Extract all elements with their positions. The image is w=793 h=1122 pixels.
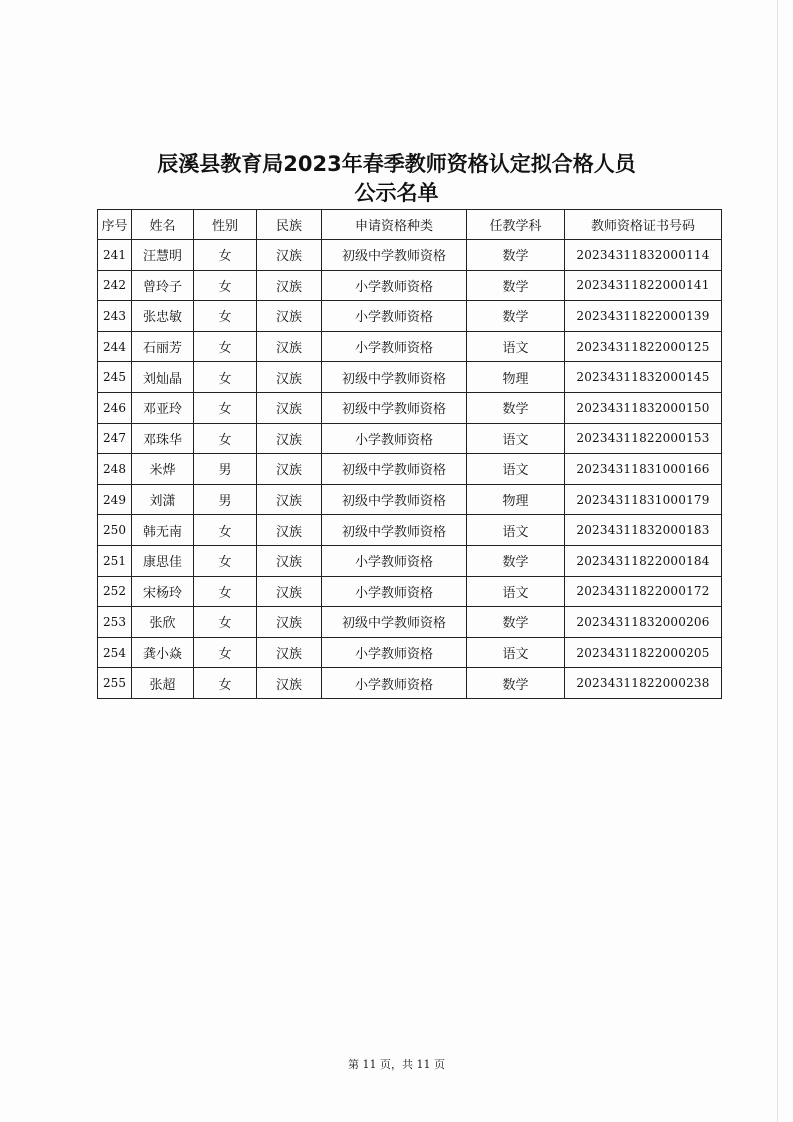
cell-subject: 语文 <box>467 576 565 607</box>
cell-certificate-number: 20234311822000184 <box>565 545 722 576</box>
cell-qualification-type: 小学教师资格 <box>322 576 467 607</box>
table-row <box>98 484 722 515</box>
cell-certificate-number: 20234311822000141 <box>565 270 722 301</box>
cell-seq: 245 <box>98 362 132 393</box>
cell-subject: 物理 <box>467 362 565 393</box>
cell-certificate-number: 20234311822000153 <box>565 423 722 454</box>
cell-name: 石丽芳 <box>132 331 194 362</box>
cell-certificate-number: 20234311832000183 <box>565 515 722 546</box>
header-qualification-type: 申请资格种类 <box>322 210 467 240</box>
cell-gender: 女 <box>194 423 257 454</box>
cell-subject: 数学 <box>467 240 565 271</box>
cell-seq: 247 <box>98 423 132 454</box>
cell-certificate-number: 20234311822000205 <box>565 637 722 668</box>
cell-name: 龚小焱 <box>132 637 194 668</box>
cell-gender: 女 <box>194 607 257 638</box>
cell-ethnicity: 汉族 <box>257 362 322 393</box>
cell-gender: 女 <box>194 545 257 576</box>
cell-qualification-type: 初级中学教师资格 <box>322 362 467 393</box>
cell-name: 汪慧明 <box>132 240 194 271</box>
cell-qualification-type: 小学教师资格 <box>322 270 467 301</box>
cell-certificate-number: 20234311832000206 <box>565 607 722 638</box>
cell-seq: 246 <box>98 392 132 423</box>
cell-qualification-type: 初级中学教师资格 <box>322 392 467 423</box>
cell-seq: 254 <box>98 637 132 668</box>
cell-name: 张超 <box>132 668 194 699</box>
cell-name: 曾玲子 <box>132 270 194 301</box>
cell-seq: 250 <box>98 515 132 546</box>
header-name: 姓名 <box>132 210 194 240</box>
cell-gender: 男 <box>194 454 257 485</box>
cell-name: 宋杨玲 <box>132 576 194 607</box>
table-row <box>98 545 722 576</box>
cell-gender: 女 <box>194 301 257 332</box>
cell-name: 邓亚玲 <box>132 392 194 423</box>
cell-ethnicity: 汉族 <box>257 301 322 332</box>
cell-name: 刘潇 <box>132 484 194 515</box>
document-subtitle: 公示名单 <box>354 181 439 205</box>
cell-subject: 数学 <box>467 270 565 301</box>
cell-ethnicity: 汉族 <box>257 270 322 301</box>
cell-qualification-type: 小学教师资格 <box>322 545 467 576</box>
cell-ethnicity: 汉族 <box>257 331 322 362</box>
cell-subject: 语文 <box>467 423 565 454</box>
table-row <box>98 301 722 332</box>
cell-ethnicity: 汉族 <box>257 454 322 485</box>
table-row <box>98 454 722 485</box>
cell-subject: 语文 <box>467 515 565 546</box>
cell-subject: 数学 <box>467 545 565 576</box>
table-row <box>98 637 722 668</box>
cell-name: 米烨 <box>132 454 194 485</box>
cell-subject: 语文 <box>467 454 565 485</box>
cell-gender: 女 <box>194 270 257 301</box>
cell-gender: 女 <box>194 515 257 546</box>
table-row <box>98 392 722 423</box>
cell-ethnicity: 汉族 <box>257 637 322 668</box>
cell-qualification-type: 初级中学教师资格 <box>322 515 467 546</box>
cell-name: 康思佳 <box>132 545 194 576</box>
cell-name: 邓珠华 <box>132 423 194 454</box>
cell-ethnicity: 汉族 <box>257 392 322 423</box>
cell-seq: 248 <box>98 454 132 485</box>
cell-certificate-number: 20234311832000145 <box>565 362 722 393</box>
cell-seq: 242 <box>98 270 132 301</box>
cell-gender: 女 <box>194 637 257 668</box>
table-row <box>98 240 722 271</box>
cell-gender: 女 <box>194 576 257 607</box>
cell-subject: 数学 <box>467 607 565 638</box>
cell-qualification-type: 初级中学教师资格 <box>322 484 467 515</box>
table-row <box>98 423 722 454</box>
cell-seq: 253 <box>98 607 132 638</box>
cell-certificate-number: 20234311822000238 <box>565 668 722 699</box>
header-seq: 序号 <box>98 210 132 240</box>
cell-gender: 女 <box>194 240 257 271</box>
cell-certificate-number: 20234311832000114 <box>565 240 722 271</box>
cell-qualification-type: 小学教师资格 <box>322 331 467 362</box>
cell-certificate-number: 20234311822000139 <box>565 301 722 332</box>
cell-subject: 数学 <box>467 301 565 332</box>
cell-gender: 女 <box>194 392 257 423</box>
cell-subject: 语文 <box>467 637 565 668</box>
cell-subject: 数学 <box>467 668 565 699</box>
cell-ethnicity: 汉族 <box>257 484 322 515</box>
table-body <box>98 240 722 699</box>
table-row <box>98 515 722 546</box>
cell-ethnicity: 汉族 <box>257 240 322 271</box>
cell-qualification-type: 初级中学教师资格 <box>322 454 467 485</box>
qualification-roster-table <box>97 209 722 699</box>
cell-seq: 251 <box>98 545 132 576</box>
cell-ethnicity: 汉族 <box>257 607 322 638</box>
cell-seq: 255 <box>98 668 132 699</box>
table-row <box>98 668 722 699</box>
document-title: 辰溪县教育局2023年春季教师资格认定拟合格人员 <box>157 152 636 176</box>
cell-name: 韩无南 <box>132 515 194 546</box>
table-header-row <box>98 210 722 240</box>
cell-certificate-number: 20234311831000179 <box>565 484 722 515</box>
cell-seq: 241 <box>98 240 132 271</box>
cell-qualification-type: 小学教师资格 <box>322 301 467 332</box>
header-certificate-number: 教师资格证书号码 <box>565 210 722 240</box>
cell-gender: 女 <box>194 668 257 699</box>
cell-qualification-type: 小学教师资格 <box>322 637 467 668</box>
cell-seq: 249 <box>98 484 132 515</box>
header-ethnicity: 民族 <box>257 210 322 240</box>
table-row <box>98 270 722 301</box>
table-row <box>98 331 722 362</box>
cell-name: 刘灿晶 <box>132 362 194 393</box>
cell-certificate-number: 20234311822000172 <box>565 576 722 607</box>
cell-ethnicity: 汉族 <box>257 423 322 454</box>
table-row <box>98 607 722 638</box>
cell-seq: 252 <box>98 576 132 607</box>
table-row <box>98 576 722 607</box>
cell-certificate-number: 20234311822000125 <box>565 331 722 362</box>
cell-seq: 243 <box>98 301 132 332</box>
header-subject: 任教学科 <box>467 210 565 240</box>
cell-ethnicity: 汉族 <box>257 668 322 699</box>
cell-certificate-number: 20234311832000150 <box>565 392 722 423</box>
cell-name: 张忠敏 <box>132 301 194 332</box>
table-row <box>98 362 722 393</box>
cell-qualification-type: 小学教师资格 <box>322 423 467 454</box>
cell-ethnicity: 汉族 <box>257 515 322 546</box>
cell-certificate-number: 20234311831000166 <box>565 454 722 485</box>
cell-subject: 数学 <box>467 392 565 423</box>
cell-subject: 物理 <box>467 484 565 515</box>
page-footer: 第 11 页，共 11 页 <box>348 1058 445 1071</box>
cell-gender: 男 <box>194 484 257 515</box>
cell-qualification-type: 初级中学教师资格 <box>322 240 467 271</box>
cell-gender: 女 <box>194 362 257 393</box>
cell-qualification-type: 小学教师资格 <box>322 668 467 699</box>
header-gender: 性别 <box>194 210 257 240</box>
cell-name: 张欣 <box>132 607 194 638</box>
cell-gender: 女 <box>194 331 257 362</box>
cell-qualification-type: 初级中学教师资格 <box>322 607 467 638</box>
cell-ethnicity: 汉族 <box>257 545 322 576</box>
cell-ethnicity: 汉族 <box>257 576 322 607</box>
cell-subject: 语文 <box>467 331 565 362</box>
cell-seq: 244 <box>98 331 132 362</box>
